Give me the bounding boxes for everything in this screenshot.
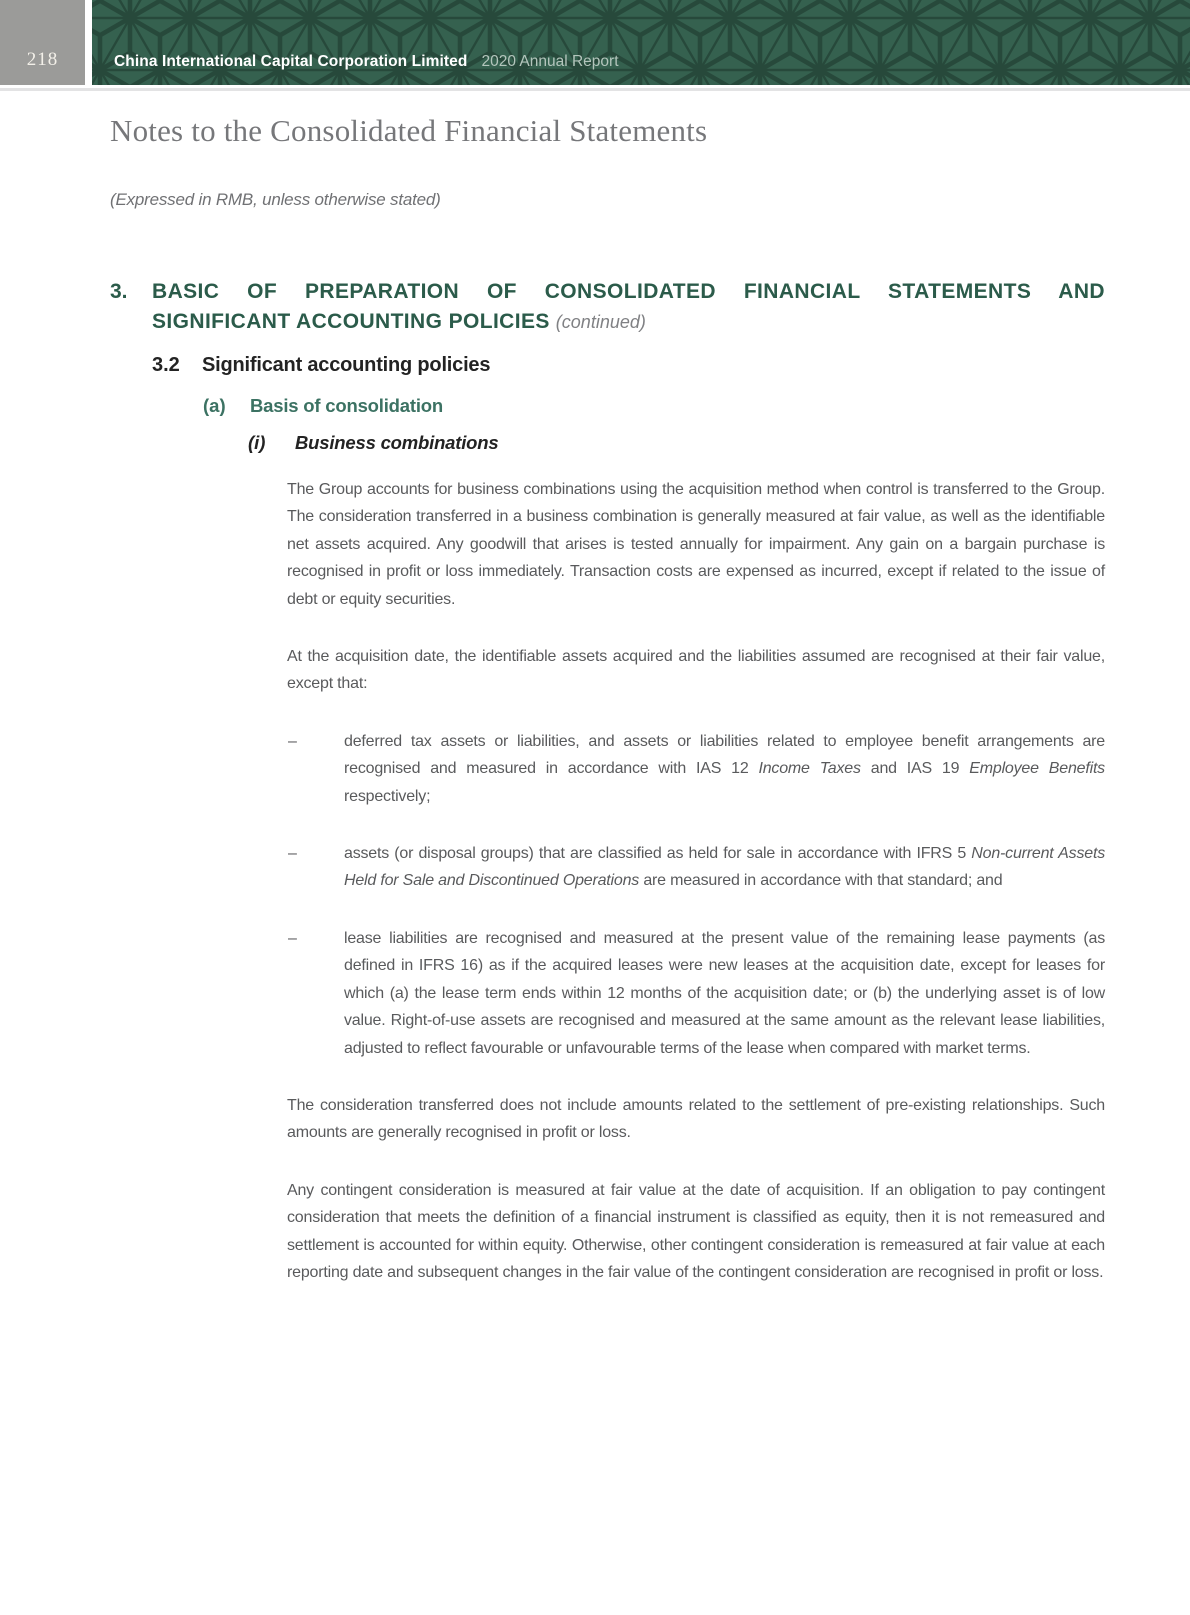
section-3-number: 3. xyxy=(110,280,128,303)
paragraph-2: At the acquisition date, the identifiable assets acquired and the liabilities assumed are recognised at their fair value, except that: xyxy=(287,648,1105,693)
bullet-dash: – xyxy=(288,732,297,750)
document-subtitle: (Expressed in RMB, unless otherwise stated) xyxy=(110,190,441,209)
item-i-label: (i) xyxy=(248,432,266,453)
company-name: China International Capital Corporation Limited xyxy=(114,53,468,70)
bullet-3: – lease liabilities are recognised and measured at the present value of the remaining lease payments (as defined in IFRS 16) as if the acquired leases were new leases at the acquisition date, except for leases for which (a) the lease term ends within 12 months of the acquisition date; or (b) the underlying asset is of low value. Right-of-use assets are recognised and measured at the same amount as the relevant lease liabilities, adjusted to reflect favourable or unfavourable terms of the lease when compared with market terms. xyxy=(287,925,1105,1062)
paragraph-1: The Group accounts for business combinations using the acquisition method when control is transferred to the Group. The consideration transferred in a business combination is generally measured at fair value, as well as the identifiable net assets acquired. Any goodwill that arises is tested annually for impairment. Any gain on a bargain purchase is recognised in profit or loss immediately. Transaction costs are expensed as incurred, except if related to the issue of debt or equity securities. xyxy=(287,481,1105,608)
item-a-title: Basis of consolidation xyxy=(250,395,443,416)
document-title: Notes to the Consolidated Financial Statements xyxy=(110,113,708,148)
header-banner xyxy=(92,0,1190,85)
bullet-dash: – xyxy=(288,929,297,947)
page-header xyxy=(0,0,1190,85)
ias-19-title: Employee Benefits xyxy=(969,760,1105,778)
section-3-2-title: Significant accounting policies xyxy=(202,354,491,376)
page-number: 218 xyxy=(26,49,59,70)
section-3-title xyxy=(152,277,1105,337)
section-3-2-number: 3.2 xyxy=(152,354,180,376)
item-a-label: (a) xyxy=(203,395,226,416)
item-i-heading xyxy=(248,430,1105,456)
asanoha-pattern-icon xyxy=(92,0,1190,85)
paragraph-3: The consideration transferred does not include amounts related to the settlement of pre-existing relationships. Such amounts are generally recognised in profit or loss. xyxy=(287,1096,1105,1142)
section-3-title-line1: BASIC OF PREPARATION OF CONSOLIDATED FINANCIAL STATEMENTS AND xyxy=(152,280,1105,303)
ifrs-5-title: Non-current Assets Held for Sale and Discontinued Operations xyxy=(344,845,1105,890)
paragraph-4: Any contingent consideration is measured at fair value at the date of acquisition. If an obligation to pay contingent consideration that meets the definition of a financial instrument is classified as equity, then it is not remeasured and settlement is accounted for within equity. Otherwise, other contingent consideration is remeasured at fair value at each reporting date and subsequent changes in the fair value of the contingent consideration are recognised in profit or loss. xyxy=(287,1181,1105,1281)
page-content xyxy=(110,113,1105,1286)
bullet-2: – assets (or disposal groups) that are classified as held for sale in accordance with IFRS 5 Non-current Assets Held for Sale and Discontinued Operations are measured in accordance with that standard; and xyxy=(287,840,1105,895)
page-number-box xyxy=(0,0,85,85)
ias-12-title: Income Taxes xyxy=(758,760,861,778)
bullet-dash: – xyxy=(288,845,297,863)
item-a-heading xyxy=(203,393,1105,419)
body-text xyxy=(287,476,1105,1286)
section-3-title-line2: SIGNIFICANT ACCOUNTING POLICIES (continued) xyxy=(152,310,646,333)
continued-note: (continued) xyxy=(555,312,646,332)
item-i-title: Business combinations xyxy=(295,432,499,453)
section-3-heading xyxy=(110,277,1105,337)
banner-text xyxy=(114,53,619,71)
section-3-2-heading xyxy=(152,351,1105,379)
bullet-1: – deferred tax assets or liabilities, and assets or liabilities related to employee benefit arrangements are recognised and measured in accordance with IAS 12 Income Taxes and IAS 19 Employee Benefits respectively; xyxy=(287,728,1105,810)
report-title: 2020 Annual Report xyxy=(481,53,619,70)
header-divider xyxy=(0,88,1190,91)
